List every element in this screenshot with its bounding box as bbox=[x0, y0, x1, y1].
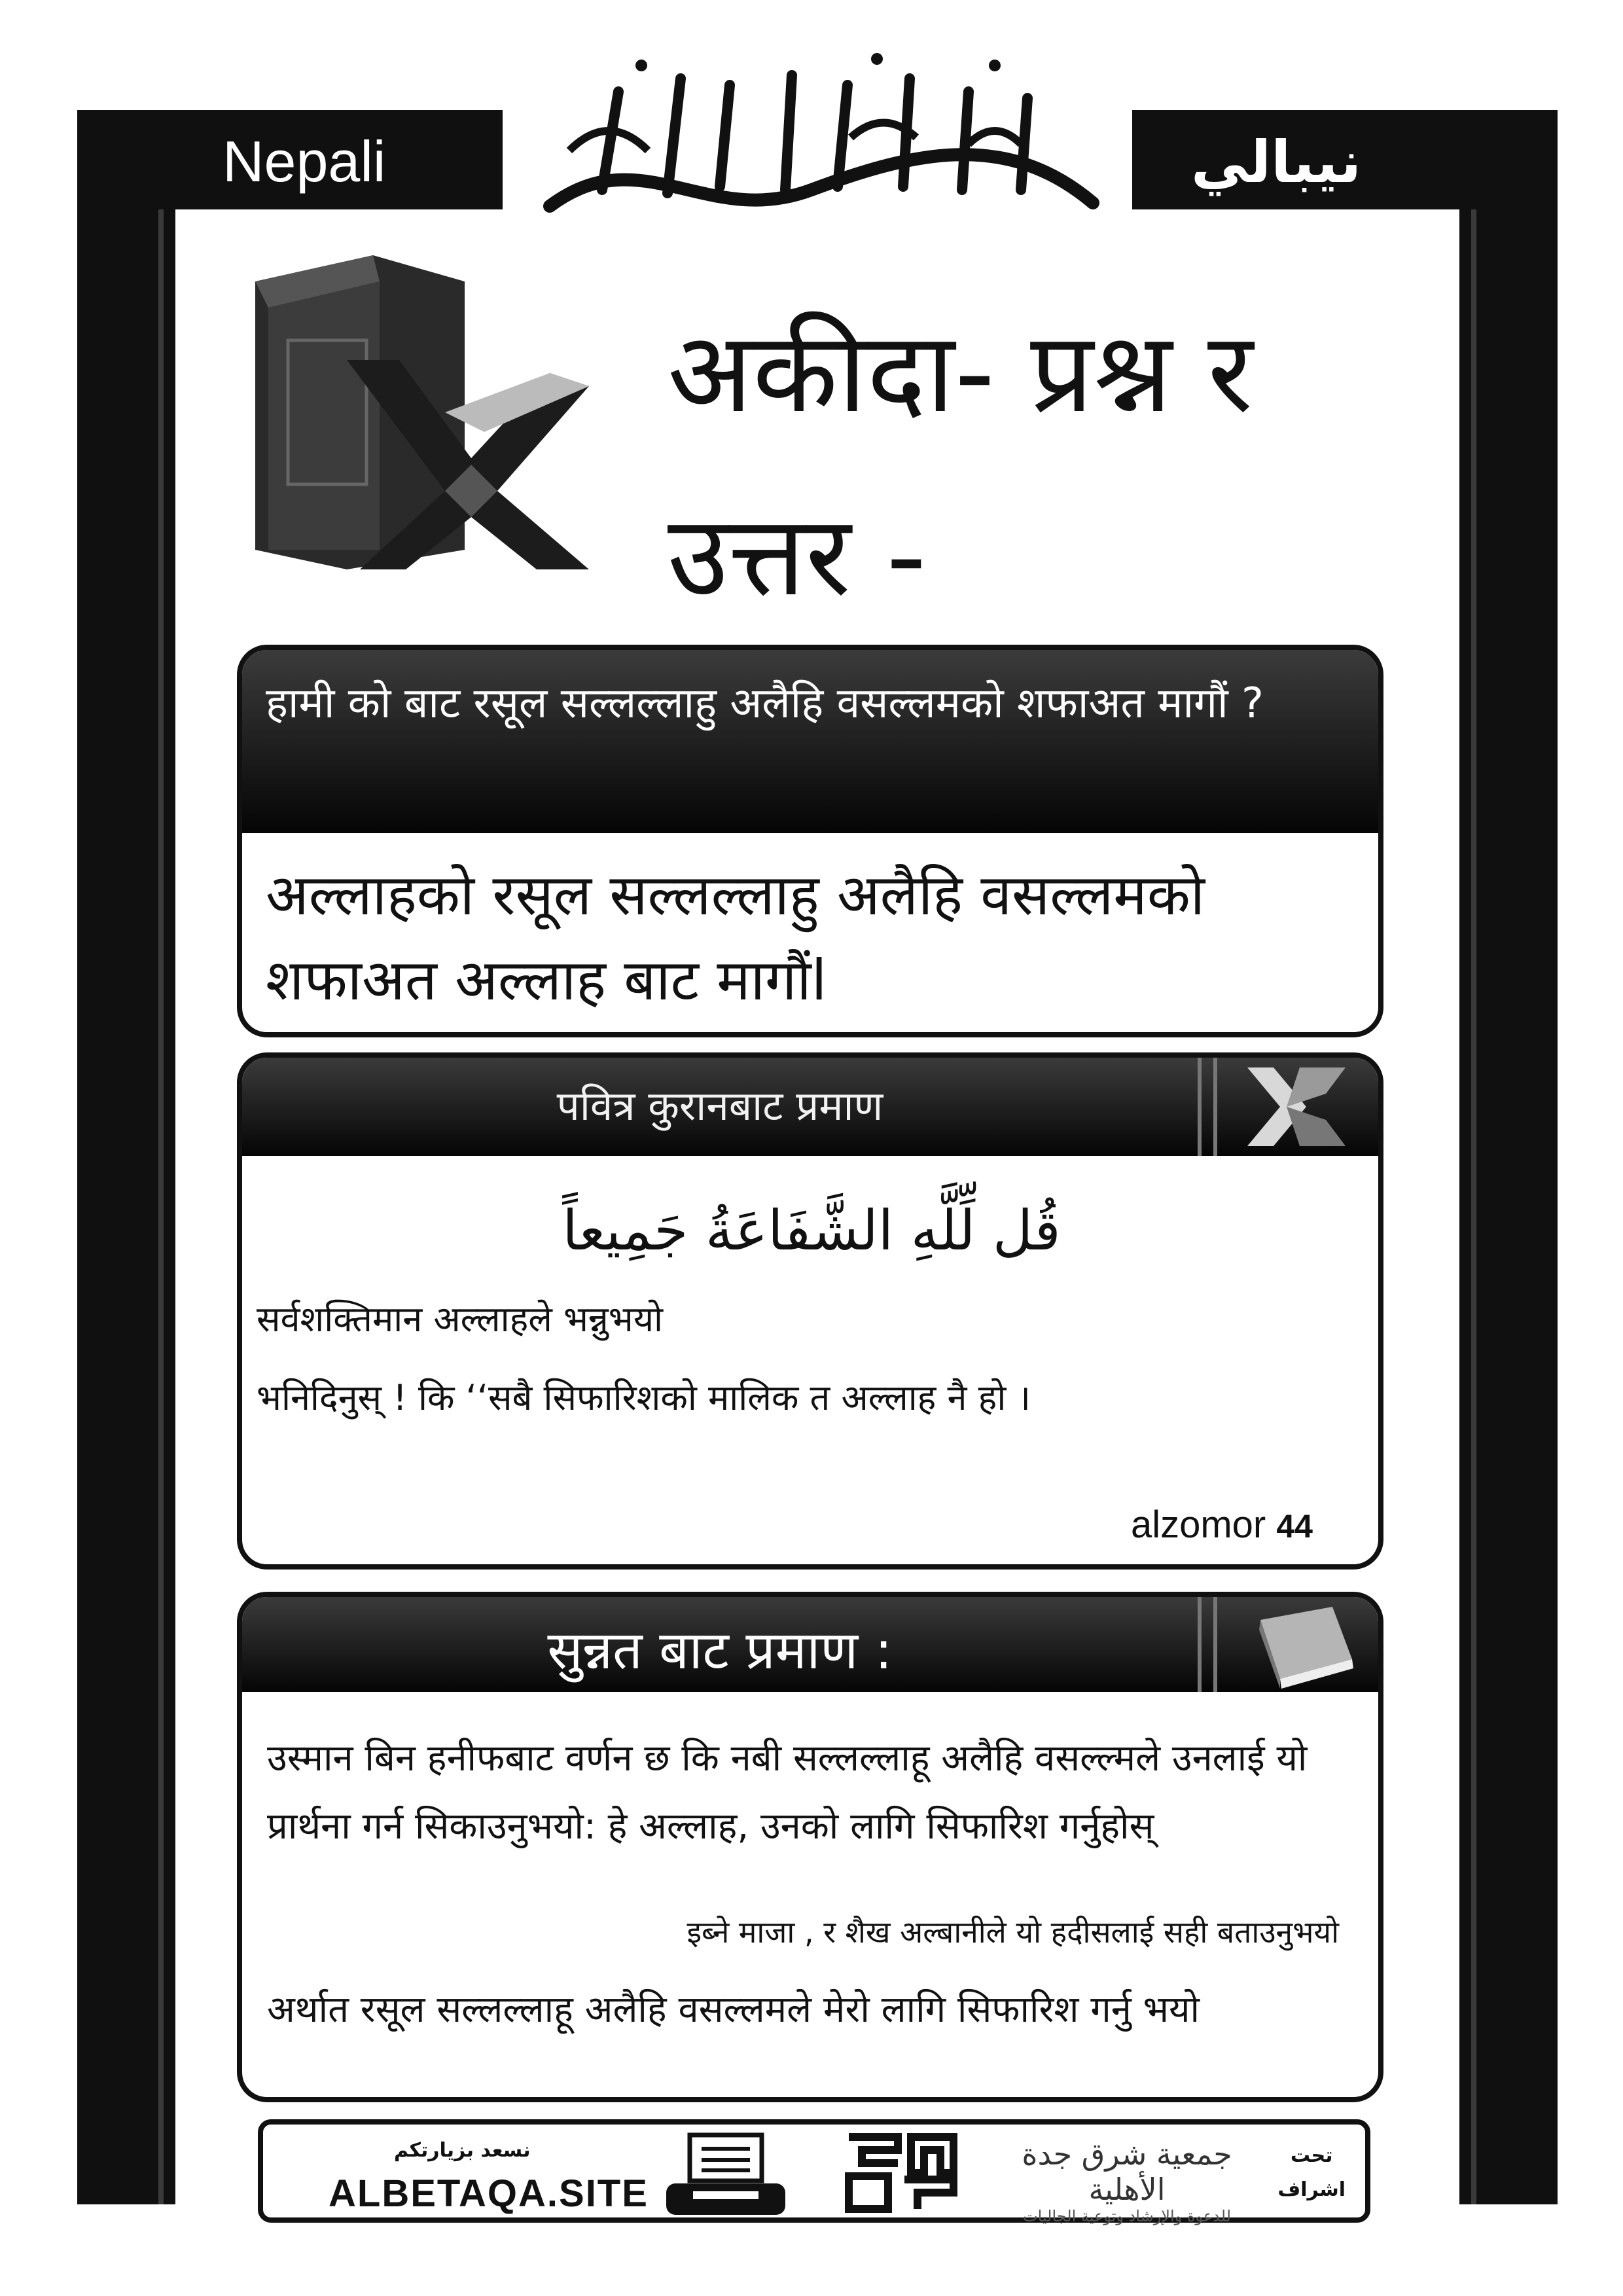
answer-text: अल्लाहको रसूल सल्लल्लाहु अलैहि वसल्लमको शफाअत अल्लाह बाट मागौंl bbox=[266, 863, 1205, 1013]
basmala-calligraphy bbox=[510, 39, 1119, 229]
quran-section-title: पवित्र कुरानबाट प्रमाण bbox=[556, 1082, 883, 1130]
language-label-ar: نيبالي bbox=[1191, 128, 1362, 196]
quran-evidence-card bbox=[237, 1052, 1383, 1570]
society-subtitle: للدعوة والإرشاد وتوعية الجاليات bbox=[1022, 2207, 1232, 2225]
right-frame bbox=[1459, 110, 1558, 2204]
sunnah-evidence-card bbox=[237, 1592, 1383, 2102]
question-card bbox=[237, 645, 1383, 1037]
surah-name: alzomor bbox=[1130, 1503, 1266, 1546]
society-name-block bbox=[1003, 2136, 1251, 2225]
hadith-narrator: इब्ने माजा , र शैख अल्बानीले यो हदीसलाई सही बताउनुभयो bbox=[687, 1914, 1339, 1950]
supervision-line-1: تحت bbox=[1290, 2144, 1333, 2167]
header-divider bbox=[1198, 1058, 1217, 1156]
left-frame bbox=[77, 110, 175, 2204]
hadith-text: उस्मान बिन हनीफबाट वर्णन छ कि नबी सल्लल्लाहू अलैहि वसल्ल्मले उनलाई यो प्रार्थना गर्न सिकाउनुभयो: हे अल्लाह, उनको लागि सिफारिश गर्नुहोस् bbox=[267, 1737, 1308, 1848]
sunnah-section-header bbox=[242, 1597, 1378, 1692]
verse-number: 44 bbox=[1276, 1508, 1313, 1545]
printer-icon[interactable] bbox=[664, 2132, 788, 2217]
translation-text: भनिदिनुस् ! कि ‘‘सबै सिफारिशको मालिक त अल्लाह नै हो । bbox=[257, 1377, 1031, 1418]
quran-stand-icon bbox=[249, 242, 615, 583]
verse-reference bbox=[1131, 1503, 1313, 1547]
translation-intro: सर्वशक्तिमान अल्लाहले भन्नुभयो bbox=[257, 1299, 664, 1340]
title-line-2: उत्तर - bbox=[668, 492, 927, 621]
hadith-meaning: अर्थात रसूल सल्लल्लाहू अलैहि वसल्लमले मेरो लागि सिफारिश गर्नु भयो bbox=[267, 1988, 1200, 2031]
quran-verse: قُل لِّلَّهِ الشَّفَاعَةُ جَمِيعاً bbox=[562, 1198, 1061, 1263]
question-text: हामी को बाट रसूल सल्लल्लाहु अलैहि वसल्लमको शफाअत मागौं ? bbox=[242, 650, 1378, 833]
sunnah-section-title: सुन्नत बाट प्रमाण : bbox=[547, 1620, 893, 1681]
footer-site-link[interactable]: ALBETAQA.SITE bbox=[329, 2172, 649, 2215]
quran-section-header bbox=[242, 1058, 1378, 1156]
closed-book-icon bbox=[1234, 1600, 1365, 1692]
supervision-label bbox=[1277, 2139, 1346, 2207]
supervision-line-2: اشراف bbox=[1277, 2178, 1346, 2201]
header-divider bbox=[1198, 1597, 1217, 1692]
footer-bar bbox=[258, 2119, 1370, 2223]
page-title bbox=[668, 281, 1387, 648]
footer-welcome-text: نسعد بزيارتكم bbox=[394, 2139, 531, 2162]
book-stand-icon bbox=[1234, 1061, 1365, 1153]
society-name: جمعية شرق جدة الأهلية bbox=[1022, 2136, 1232, 2207]
dawah-calligraphy-logo-icon bbox=[839, 2127, 963, 2219]
language-label-en: Nepali bbox=[223, 129, 386, 194]
title-line-1: अकीदा- प्रश्न र bbox=[668, 308, 1253, 438]
